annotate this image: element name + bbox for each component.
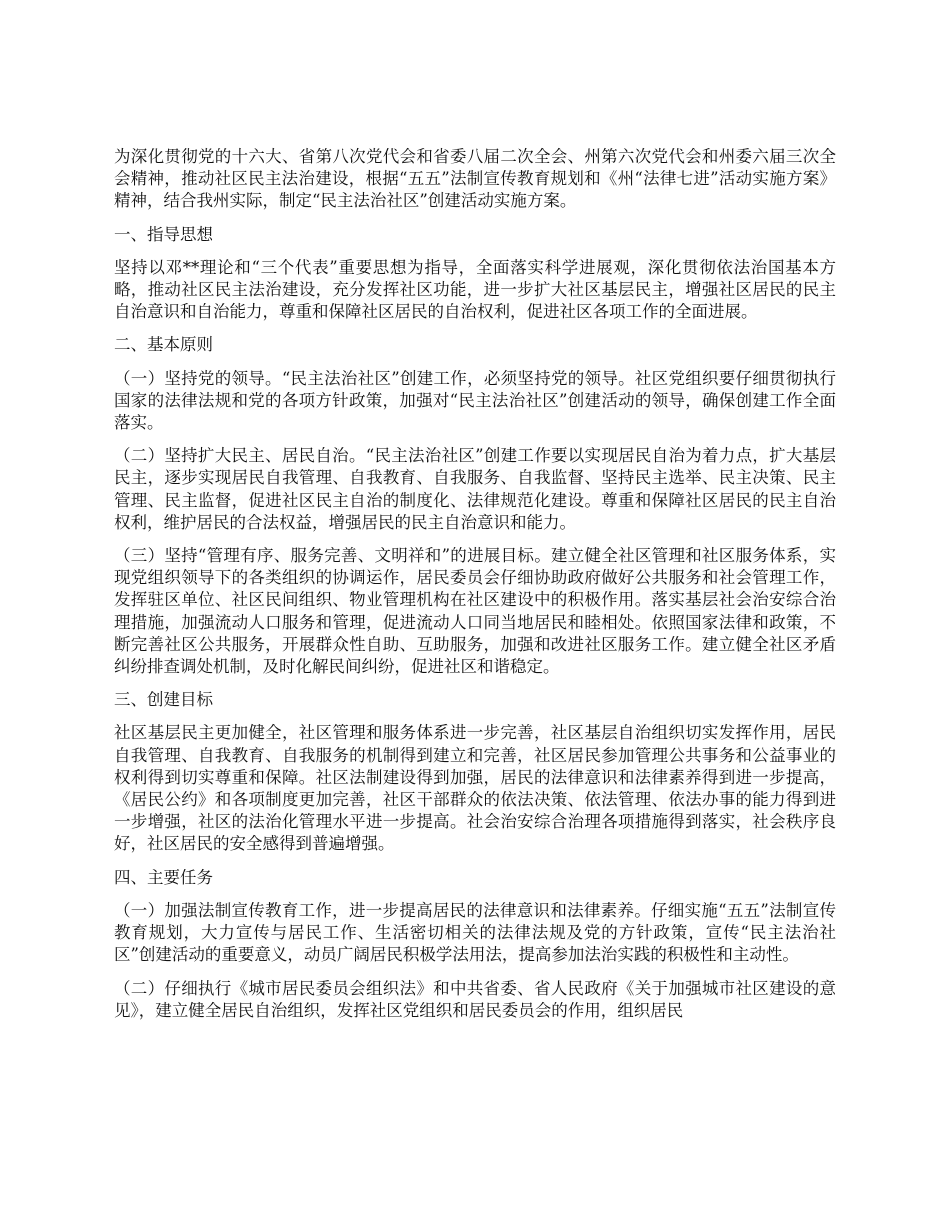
principle-1-paragraph: （一）坚持党的领导。“民主法治社区”创建工作，必须坚持党的领导。社区党组织要仔细贯彻执行国家的法律法规和党的各项方针政策，加强对“民主法治社区”创建活动的领导，确保创建工作全面落实。 — [114, 368, 836, 433]
document-body — [114, 146, 836, 1033]
section-heading-goals: 三、创建目标 — [114, 690, 213, 710]
guiding-thought-paragraph: 坚持以邓**理论和“三个代表”重要思想为指导，全面落实科学进展观，深化贯彻依法治国基本方略，推动社区民主法治建设，充分发挥社区功能，进一步扩大社区基层民主，增强社区居民的民主自治意识和自治能力，尊重和保障社区居民的自治权利，促进社区各项工作的全面进展。 — [114, 257, 836, 322]
task-1-paragraph: （一）加强法制宣传教育工作，进一步提高居民的法律意识和法律素养。仔细实施“五五”法制宣传教育规划，大力宣传与居民工作、生活密切相关的法律法规及党的方针政策，宣传“民主法治社区”创建活动的重要意义，动员广阔居民积极学法用法，提高参加法治实践的积极性和主动性。 — [114, 900, 836, 965]
section-heading-main-tasks: 四、主要任务 — [114, 867, 213, 887]
intro-paragraph: 为深化贯彻党的十六大、省第八次党代会和省委八届二次全会、州第六次党代会和州委六届三次全会精神，推动社区民主法治建设，根据“五五”法制宣传教育规划和《州“法律七进”活动实施方案》精神，结合我州实际，制定“民主法治社区”创建活动实施方案。 — [114, 147, 836, 211]
task-2-paragraph: （二）仔细执行《城市居民委员会组织法》和中共省委、省人民政府《关于加强城市社区建设的意见》，建立健全居民自治组织，发挥社区党组织和居民委员会的作用，组织居民 — [114, 978, 836, 1020]
goals-paragraph: 社区基层民主更加健全，社区管理和服务体系进一步完善，社区基层自治组织切实发挥作用，居民自我管理、自我教育、自我服务的机制得到建立和完善，社区居民参加管理公共事务和公益事业的权利得到切实尊重和保障。社区法制建设得到加强，居民的法律意识和法律素养得到进一步提高，《居民公约》和各项制度更加完善，社区干部群众的依法决策、依法管理、依法办事的能力得到进一步增强，社区的法治化管理水平进一步提高。社会治安综合治理各项措施得到落实，社会秩序良好，社区居民的安全感得到普遍增强。 — [114, 723, 836, 854]
section-heading-guiding-thought: 一、指导思想 — [114, 224, 213, 244]
principle-3-paragraph: （三）坚持“管理有序、服务完善、文明祥和”的进展目标。建立健全社区管理和社区服务体系，实现党组织领导下的各类组织的协调运作，居民委员会仔细协助政府做好公共服务和社会管理工作，发挥驻区单位、社区民间组织、物业管理机构在社区建设中的积极作用。落实基层社会治安综合治理措施，加强流动人口服务和管理，促进流动人口同当地居民和睦相处。依照国家法律和政策，不断完善社区公共服务，开展群众性自助、互助服务，加强和改进社区服务工作。建立健全社区矛盾纠纷排查调处机制，及时化解民间纠纷，促进社区和谐稳定。 — [114, 546, 836, 677]
principle-2-paragraph: （二）坚持扩大民主、居民自治。“民主法治社区”创建工作要以实现居民自治为着力点，扩大基层民主，逐步实现居民自我管理、自我教育、自我服务、自我监督、坚持民主选举、民主决策、民主管理、民主监督，促进社区民主自治的制度化、法律规范化建设。尊重和保障社区居民的民主自治权利，维护居民的合法权益，增强居民的民主自治意识和能力。 — [114, 446, 836, 532]
section-heading-basic-principles: 二、基本原则 — [114, 335, 213, 355]
